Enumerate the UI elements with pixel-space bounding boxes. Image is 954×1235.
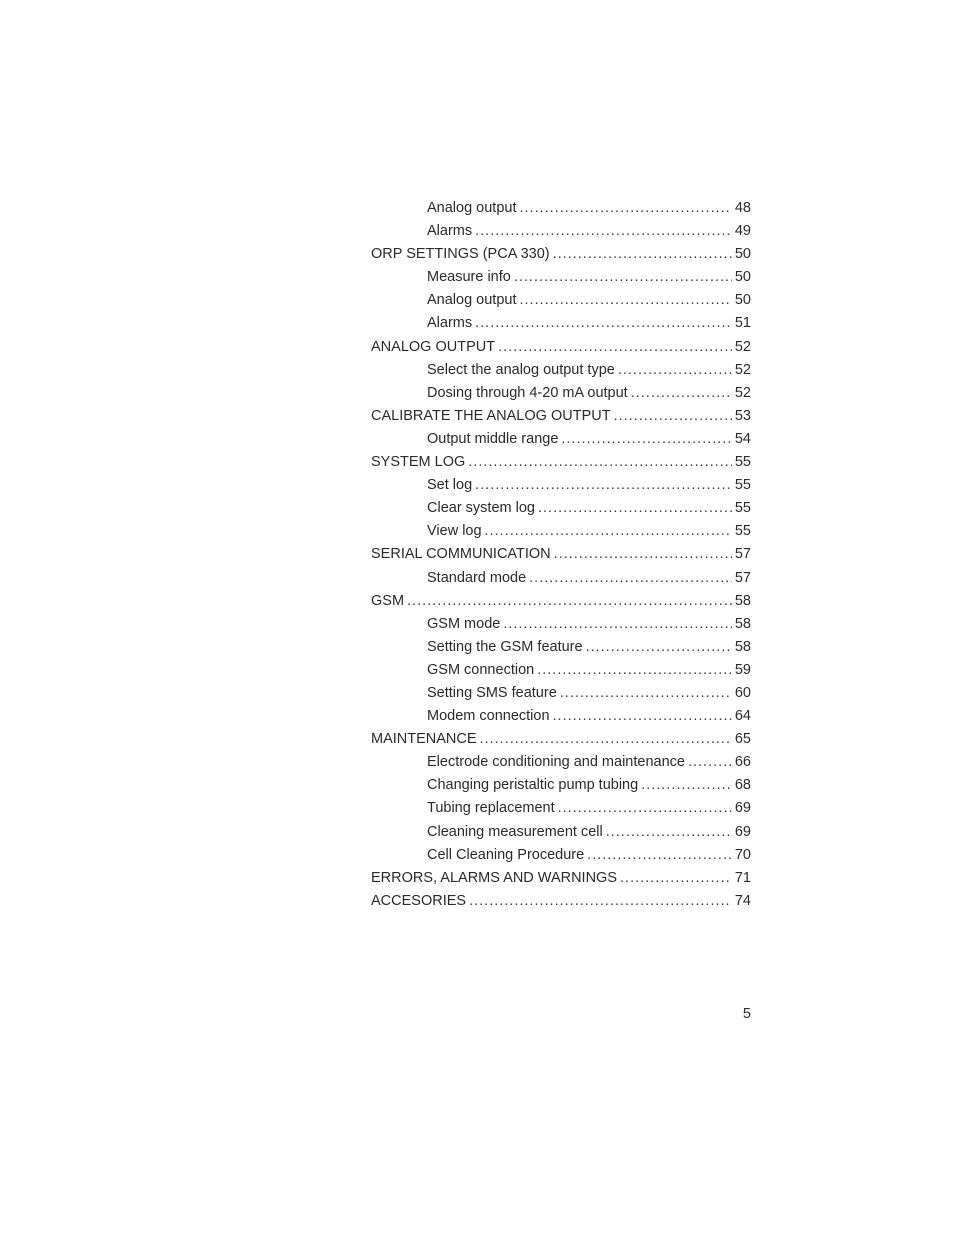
toc-subsection-entry[interactable] — [371, 220, 751, 243]
toc-entry-title: Standard mode — [427, 569, 527, 586]
toc-entry-title: Measure info — [427, 269, 511, 286]
toc-dot-leader — [475, 474, 732, 497]
toc-dot-leader — [631, 382, 732, 405]
toc-entry-title: Select the analog output type — [427, 361, 615, 378]
toc-subsection-entry[interactable] — [371, 844, 751, 867]
toc-entry-page: 50 — [734, 292, 751, 309]
toc-entry-page: 69 — [734, 800, 751, 817]
toc-dot-leader — [558, 797, 732, 820]
toc-entry-title: Alarms — [427, 315, 473, 332]
toc-entry-page: 58 — [734, 615, 751, 632]
toc-entry-page: 58 — [734, 638, 751, 655]
toc-dot-leader — [538, 497, 732, 520]
toc-dot-leader — [475, 312, 732, 335]
toc-dot-leader — [688, 751, 732, 774]
toc-entry-title: ORP SETTINGS (PCA 330) — [371, 246, 550, 263]
toc-section-entry[interactable] — [371, 867, 751, 890]
toc-section-entry[interactable] — [371, 890, 751, 913]
toc-dot-leader — [503, 613, 732, 636]
toc-dot-leader — [586, 636, 732, 659]
toc-entry-page: 52 — [734, 384, 751, 401]
toc-dot-leader — [620, 867, 732, 890]
toc-subsection-entry[interactable] — [371, 382, 751, 405]
toc-entry-page: 52 — [734, 361, 751, 378]
toc-subsection-entry[interactable] — [371, 659, 751, 682]
toc-entry-page: 49 — [734, 223, 751, 240]
toc-subsection-entry[interactable] — [371, 359, 751, 382]
toc-dot-leader — [553, 705, 732, 728]
toc-dot-leader — [529, 567, 732, 590]
toc-dot-leader — [641, 774, 732, 797]
toc-entry-title: Cleaning measurement cell — [427, 823, 603, 840]
toc-dot-leader — [475, 220, 732, 243]
toc-entry-page: 66 — [734, 754, 751, 771]
toc-entry-title: Tubing replacement — [427, 800, 555, 817]
toc-entry-page: 51 — [734, 315, 751, 332]
toc-dot-leader — [554, 543, 732, 566]
toc-subsection-entry[interactable] — [371, 474, 751, 497]
toc-entry-title: Analog output — [427, 292, 517, 309]
toc-entry-page: 60 — [734, 684, 751, 701]
toc-dot-leader — [514, 266, 732, 289]
toc-entry-page: 70 — [734, 846, 751, 863]
toc-entry-title: GSM — [371, 592, 405, 609]
toc-entry-title: Setting SMS feature — [427, 684, 557, 701]
toc-dot-leader — [480, 728, 732, 751]
toc-entry-page: 71 — [734, 869, 751, 886]
toc-dot-leader — [468, 451, 732, 474]
toc-entry-page: 68 — [734, 777, 751, 794]
toc-entry-title: Alarms — [427, 223, 473, 240]
toc-entry-page: 74 — [734, 892, 751, 909]
toc-entry-page: 55 — [734, 500, 751, 517]
toc-dot-leader — [520, 289, 732, 312]
toc-entry-page: 52 — [734, 338, 751, 355]
toc-section-entry[interactable] — [371, 451, 751, 474]
toc-dot-leader — [485, 520, 732, 543]
toc-subsection-entry[interactable] — [371, 613, 751, 636]
toc-subsection-entry[interactable] — [371, 567, 751, 590]
toc-entry-title: View log — [427, 523, 482, 540]
toc-entry-title: MAINTENANCE — [371, 731, 477, 748]
toc-entry-title: Dosing through 4-20 mA output — [427, 384, 628, 401]
toc-subsection-entry[interactable] — [371, 821, 751, 844]
toc-entry-title: Cell Cleaning Procedure — [427, 846, 585, 863]
toc-entry-title: CALIBRATE THE ANALOG OUTPUT — [371, 407, 611, 424]
toc-dot-leader — [618, 359, 732, 382]
toc-entry-title: GSM mode — [427, 615, 501, 632]
toc-dot-leader — [606, 821, 732, 844]
toc-section-entry[interactable] — [371, 728, 751, 751]
table-of-contents — [371, 197, 751, 913]
toc-entry-title: Electrode conditioning and maintenance — [427, 754, 685, 771]
toc-entry-page: 64 — [734, 708, 751, 725]
toc-entry-title: Modem connection — [427, 708, 550, 725]
toc-section-entry[interactable] — [371, 590, 751, 613]
toc-entry-page: 55 — [734, 523, 751, 540]
toc-entry-title: ANALOG OUTPUT — [371, 338, 496, 355]
toc-dot-leader — [407, 590, 732, 613]
toc-entry-page: 50 — [734, 269, 751, 286]
toc-subsection-entry[interactable] — [371, 520, 751, 543]
toc-entry-title: Analog output — [427, 200, 517, 216]
toc-section-entry[interactable] — [371, 405, 751, 428]
page-number: 5 — [742, 1006, 751, 1022]
toc-entry-title: GSM connection — [427, 661, 535, 678]
toc-subsection-entry[interactable] — [371, 797, 751, 820]
toc-subsection-entry[interactable] — [371, 497, 751, 520]
toc-entry-title: SYSTEM LOG — [371, 454, 466, 471]
toc-entry-title: ERRORS, ALARMS AND WARNINGS — [371, 869, 618, 886]
toc-entry-title: Setting the GSM feature — [427, 638, 583, 655]
toc-dot-leader — [520, 197, 732, 220]
toc-entry-page: 55 — [734, 454, 751, 471]
toc-subsection-entry[interactable] — [371, 636, 751, 659]
toc-subsection-entry[interactable] — [371, 751, 751, 774]
toc-subsection-entry[interactable] — [371, 266, 751, 289]
toc-entry-page: 65 — [734, 731, 751, 748]
toc-dot-leader — [614, 405, 732, 428]
toc-entry-page: 58 — [734, 592, 751, 609]
toc-dot-leader — [560, 682, 732, 705]
toc-entry-page: 53 — [734, 407, 751, 424]
toc-entry-title: Set log — [427, 477, 473, 494]
toc-subsection-entry[interactable] — [371, 428, 751, 451]
toc-entry-page: 48 — [734, 200, 751, 216]
toc-entry-title: Output middle range — [427, 430, 559, 447]
toc-entry-title: Clear system log — [427, 500, 535, 517]
toc-subsection-entry[interactable] — [371, 705, 751, 728]
toc-entry-page: 57 — [734, 546, 751, 563]
toc-entry-title: Changing peristaltic pump tubing — [427, 777, 639, 794]
toc-dot-leader — [498, 336, 732, 359]
toc-subsection-entry[interactable] — [371, 197, 751, 220]
toc-subsection-entry[interactable] — [371, 289, 751, 312]
toc-section-entry[interactable] — [371, 336, 751, 359]
toc-dot-leader — [553, 243, 732, 266]
toc-subsection-entry[interactable] — [371, 774, 751, 797]
toc-dot-leader — [587, 844, 732, 867]
toc-section-entry[interactable] — [371, 243, 751, 266]
toc-dot-leader — [537, 659, 732, 682]
toc-subsection-entry[interactable] — [371, 682, 751, 705]
toc-entry-page: 54 — [734, 430, 751, 447]
toc-entry-page: 55 — [734, 477, 751, 494]
toc-entry-page: 69 — [734, 823, 751, 840]
toc-entry-title: ACCESORIES — [371, 892, 467, 909]
toc-entry-page: 59 — [734, 661, 751, 678]
toc-dot-leader — [561, 428, 731, 451]
toc-subsection-entry[interactable] — [371, 312, 751, 335]
toc-dot-leader — [469, 890, 732, 913]
toc-entry-page: 57 — [734, 569, 751, 586]
toc-section-entry[interactable] — [371, 543, 751, 566]
toc-entry-page: 50 — [734, 246, 751, 263]
toc-entry-title: SERIAL COMMUNICATION — [371, 546, 551, 563]
